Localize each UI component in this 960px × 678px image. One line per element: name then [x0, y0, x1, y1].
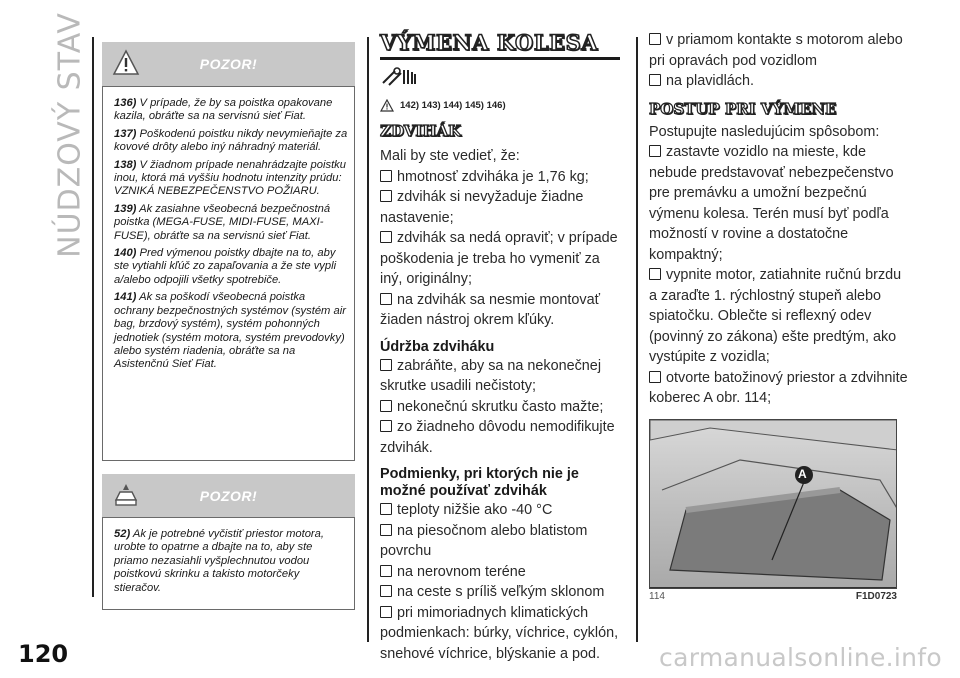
- checkbox-bullet-icon: [649, 74, 661, 86]
- warning-header: [102, 42, 355, 86]
- figure-code: F1D0723: [855, 590, 897, 602]
- bullet-item: [380, 582, 620, 603]
- checkbox-bullet-icon: [649, 371, 661, 383]
- warning-item-text: Ak sa poškodí všeobecná poistka ochrany bezpečnostných systémov (systém air bag, brzdový systém), systém pohonných jednotiek (systém motora, systém prevodovky) alebo systém riadenia, obráťte sa na Asistenčnú Sieť Fiat.: [114, 291, 346, 371]
- bullet-text: zdvihák sa nedá opraviť; v prípade poškodenia je treba ho vymeniť za iný, originálny;: [380, 230, 618, 287]
- checkbox-bullet-icon: [380, 420, 392, 432]
- intro-text: Mali by ste vedieť, že:: [380, 148, 520, 164]
- warning-item: [114, 128, 348, 155]
- checkbox-bullet-icon: [649, 145, 661, 157]
- warning-item: [114, 97, 348, 124]
- column-divider-line: [636, 37, 638, 642]
- checkbox-bullet-icon: [380, 585, 392, 597]
- checkbox-bullet-icon: [380, 400, 392, 412]
- subsection-title: ZDVIHÁK: [380, 122, 462, 140]
- maintenance-title: Údržba zdviháku: [380, 338, 495, 355]
- watermark: carmanualsonline.info: [659, 643, 942, 672]
- bullet-text: nekonečnú skrutku často mažte;: [397, 398, 604, 415]
- figure-caption: [649, 591, 897, 602]
- bullet-text: na zdvihák sa nesmie montovať žiaden nástroj okrem kľúky.: [380, 291, 600, 328]
- warning-item-number: 52): [114, 528, 131, 540]
- trunk-floor-illustration: [650, 420, 897, 589]
- procedure-intro: Postupujte nasledujúcim spôsobom:: [649, 123, 880, 140]
- bullet-text: pri mimoriadnych klimatických podmienkach: búrky, víchrice, cyklón, snehové víchrice, blýskanie a pod.: [380, 604, 619, 662]
- bullet-item: [380, 356, 620, 397]
- reference-row: [380, 99, 620, 112]
- bullet-item: [380, 562, 620, 583]
- checkbox-bullet-icon: [380, 190, 392, 202]
- bullet-text: hmotnosť zdviháka je 1,76 kg;: [397, 168, 589, 185]
- title-rule: [380, 57, 620, 60]
- bullet-item: [380, 500, 620, 521]
- bullet-item: [380, 187, 620, 228]
- warning-item: [114, 291, 348, 371]
- section-column: [380, 30, 620, 664]
- warning-title: POZOR!: [199, 488, 258, 504]
- side-chapter-title: [52, 12, 88, 258]
- bullet-text: zastavte vozidlo na mieste, kde nebude predstavovať nebezpečenstvo pre premávku a umožní bezpečnú výmenu kolesa. Terén musí byť podľa možností v rovine a dostatočne kompaktný;: [649, 144, 894, 263]
- warning-item-number: 141): [114, 291, 137, 304]
- bullet-item: [380, 603, 620, 665]
- bullet-text: zdvihák si nevyžaduje žiadne nastavenie;: [380, 189, 584, 226]
- warning-item-text: Ak je potrebné vyčistiť priestor motora, urobte to opatrne a dbajte na to, aby ste priamo nezasiahli vyšplechnutou vodou poistkovú skrinku a takisto motorčeky stieračov.: [114, 528, 324, 594]
- bullet-item: [649, 142, 909, 265]
- bullet-item: [380, 397, 620, 418]
- warning-body: [102, 86, 355, 461]
- warning-item-number: 136): [114, 97, 137, 109]
- warning-item-text: Poškodenú poistku nikdy nevymieňajte za kovové drôty alebo iný náhradný materiál.: [114, 127, 348, 154]
- bullet-item: [380, 228, 620, 290]
- wrench-icon: [380, 66, 418, 88]
- bullet-item: [649, 30, 909, 71]
- bullet-item: [380, 417, 620, 458]
- warning-title: POZOR!: [199, 56, 258, 72]
- bullet-text: teploty nižšie ako -40 °C: [397, 502, 553, 518]
- checkbox-bullet-icon: [380, 524, 392, 536]
- bullet-text: na piesočnom alebo blatistom povrchu: [380, 522, 588, 559]
- bullet-text: zo žiadneho dôvodu nemodifikujte zdvihák.: [380, 419, 615, 456]
- bullet-item: [649, 265, 909, 368]
- trunk-figure: [649, 419, 897, 589]
- checkbox-bullet-icon: [380, 231, 392, 243]
- procedure-title: POSTUP PRI VÝMENE: [649, 99, 837, 118]
- warning-item-text: Pred výmenou poistky dbajte na to, aby ste vytiahli kľúč zo zapaľovania a že ste vypli a/alebo odpojili všetky spotrebiče.: [114, 247, 337, 286]
- bullet-text: na nerovnom teréne: [397, 563, 526, 580]
- bullet-text: otvorte batožinový priestor a zdvihnite koberec A obr. 114;: [649, 369, 908, 406]
- warning-item-number: 139): [114, 202, 137, 215]
- warning-item: [114, 247, 348, 287]
- warning-body: [102, 517, 355, 610]
- section-title: VÝMENA KOLESA: [380, 30, 599, 55]
- bullet-text: v priamom kontakte s motorom alebo pri opravách pod vozidlom: [649, 32, 903, 69]
- chapter-divider-line: [92, 37, 94, 597]
- checkbox-bullet-icon: [380, 565, 392, 577]
- conditions-title: Podmienky, pri ktorých nie je možné používať zdvihák: [380, 466, 579, 499]
- checkbox-bullet-icon: [380, 293, 392, 305]
- warning-item-number: 137): [114, 127, 137, 140]
- warning-item-number: 140): [114, 247, 137, 260]
- checkbox-bullet-icon: [380, 503, 392, 515]
- warning-references: 142) 143) 144) 145) 146): [400, 100, 506, 111]
- procedure-column: [649, 30, 909, 602]
- bullet-item: [380, 290, 620, 331]
- warning-item-text: V prípade, že by sa poistka opakovane kazila, obráťte sa na servisnú sieť Fiat.: [114, 97, 333, 123]
- checkbox-bullet-icon: [380, 606, 392, 618]
- figure-number: 114: [649, 590, 665, 602]
- bullet-text: vypnite motor, zatiahnite ručnú brzdu a zaraďte 1. rýchlostný stupeň alebo spiatočku. Oblečte si reflexný odev (povinný zo zákona) ešte predtým, ako vystúpite z vozidla;: [649, 267, 902, 365]
- warning-triangle-icon: [380, 99, 394, 112]
- warning-item: [114, 528, 348, 595]
- warning-item-text: Ak zasiahne všeobecná bezpečnostná poistka (MEGA-FUSE, MIDI-FUSE, MAXI-FUSE), obráťte sa na servisnú sieť Fiat.: [114, 202, 331, 242]
- page-number: 120: [18, 640, 69, 668]
- bullet-text: na plavidlách.: [666, 73, 755, 89]
- bullet-item: [649, 368, 909, 409]
- bullet-item: [380, 521, 620, 562]
- checkbox-bullet-icon: [380, 170, 392, 182]
- column-divider-line: [367, 37, 369, 642]
- warning-item: [114, 203, 348, 243]
- bullet-text: na ceste s príliš veľkým sklonom: [397, 584, 605, 600]
- checkbox-bullet-icon: [380, 359, 392, 371]
- bullet-item: [380, 167, 620, 188]
- figure-label-a: A: [798, 466, 807, 481]
- warning-item: [114, 159, 348, 199]
- checkbox-bullet-icon: [649, 268, 661, 280]
- warning-header: [102, 474, 355, 518]
- checkbox-bullet-icon: [649, 33, 661, 45]
- side-chapter-title-text: NÚDZOVÝ STAV: [52, 12, 88, 258]
- bullet-item: [649, 71, 909, 92]
- warning-item-number: 138): [114, 158, 137, 171]
- warning-item-text: V žiadnom prípade nenahrádzajte poistku inou, ktorá má vyššiu hodnotu intenzity prúdu: VZNIKÁ NEBEZPEČENSTVO POŽIARU.: [114, 158, 346, 198]
- bullet-text: zabráňte, aby sa na nekonečnej skrutke usadili nečistoty;: [380, 357, 602, 394]
